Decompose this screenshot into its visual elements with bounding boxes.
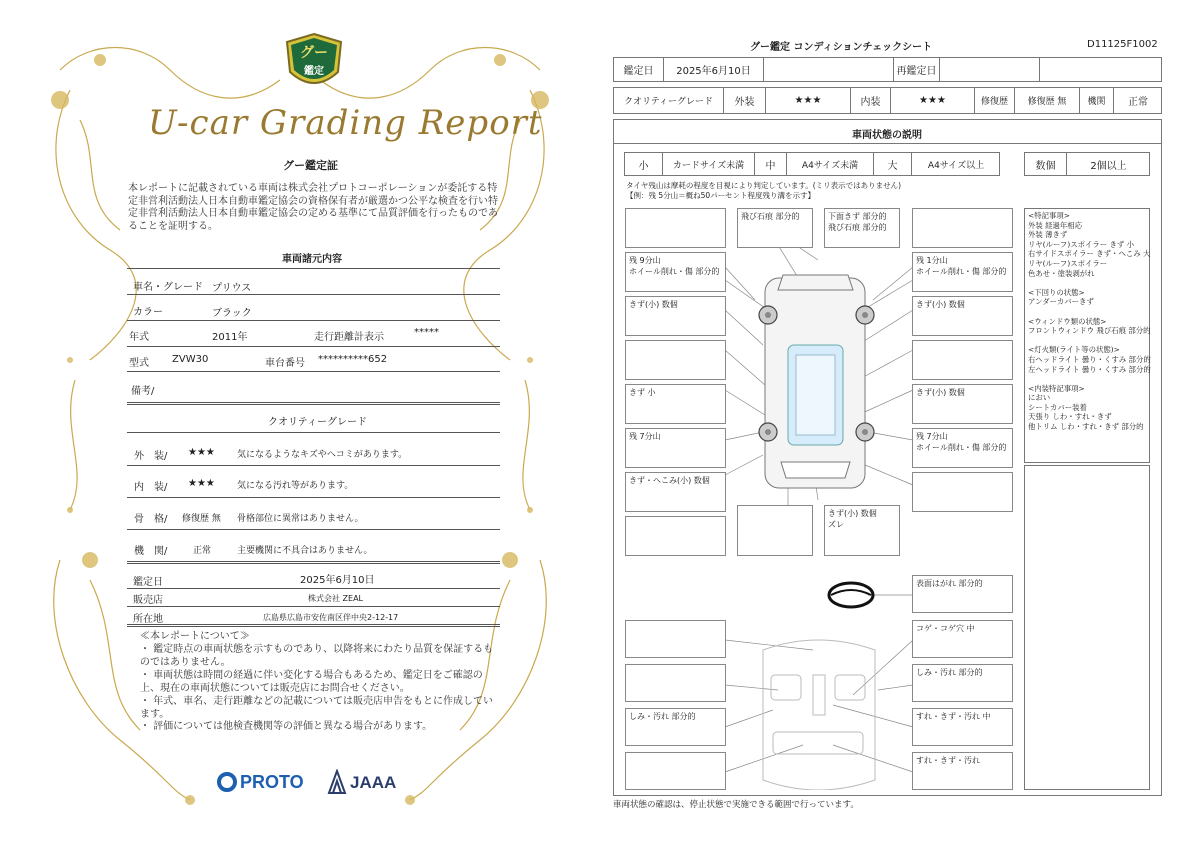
reappraisal-label: 再鑑定日 [894, 58, 940, 81]
chassis-label: 車台番号 [265, 358, 305, 369]
grade-label: 骨 格/ [134, 514, 168, 525]
condition-box-l2: きず(小) 数個 [625, 296, 726, 336]
grade-desc: 骨格部位に異常はありません。 [237, 514, 364, 524]
sheet-title: グー鑑定 コンディションチェックシート [750, 42, 933, 53]
date-label: 鑑定日 [614, 58, 664, 81]
condition-box-l1: 残 9分山 ホイール削れ・傷 部分的 [625, 252, 726, 292]
interior-value: ★★★ [891, 88, 975, 113]
car-name-value: プリウス [212, 283, 252, 294]
dealer-value: 株式会社 ZEAL [308, 594, 364, 603]
badge-bottom-text: 鑑定 [304, 66, 324, 77]
interior-label: 内装 [851, 88, 891, 113]
special-note-line [1028, 278, 1150, 288]
steering-wheel-icon [829, 583, 873, 607]
certificate-title: グー鑑定証 [283, 159, 338, 172]
legend-medium: 中 [755, 153, 787, 175]
divider [127, 606, 500, 607]
condition-box [737, 505, 813, 556]
grade-row [613, 87, 1162, 114]
divider [127, 294, 500, 295]
legend-small-desc: カードサイズ未満 [663, 153, 755, 175]
special-note-line: <内装特記事項> [1028, 383, 1085, 393]
special-note-line: <灯火類(ライト等の状態)> [1028, 345, 1120, 355]
divider [127, 465, 500, 466]
proto-logo-text: PROTO [240, 772, 304, 792]
script-title: U-car Grading Report [148, 103, 543, 143]
count-label: 数個 [1025, 153, 1067, 175]
special-note-line: リヤ(ルーフ)スポイラー [1028, 258, 1108, 268]
date-row [613, 57, 1162, 82]
color-label: カラー [133, 307, 163, 318]
special-note-line: 右サイドスポイラー きず・へこみ 大 [1028, 249, 1151, 259]
model-value: ZVW30 [172, 354, 209, 365]
grade-desc: 気になるようなキズやヘコミがあります。 [237, 450, 408, 460]
special-note-line [1028, 374, 1150, 384]
legend-large-desc: A4サイズ以上 [927, 160, 985, 171]
count-value: 2個以上 [1090, 160, 1127, 172]
condition-box-r2: きず(小) 数個 [912, 296, 1013, 336]
special-note-line: 外装 経過年相応 [1028, 220, 1083, 230]
divider [127, 529, 500, 530]
divider [127, 588, 500, 589]
condition-box [912, 340, 1013, 380]
tire-example: 【例：残 5分山＝概ね50パーセント程度残り溝を示す】 [626, 191, 816, 200]
exterior-label: 外装 [724, 88, 766, 113]
section-title: 車両状態の説明 [852, 130, 922, 141]
divider [127, 432, 500, 433]
tire-note: タイヤ残山は摩耗の程度を目視により判定しています。(ミリ表示ではありません) [626, 181, 902, 190]
jaaa-logo-icon [327, 769, 347, 795]
reappraisal-value [940, 58, 1040, 81]
appraisal-date-label: 鑑定日 [133, 577, 163, 588]
special-note-line: シートカバー装着 [1028, 402, 1087, 412]
legend-medium-desc: A4サイズ未満 [787, 153, 874, 175]
special-note-line: 色あせ・塗装剥がれ [1028, 268, 1095, 278]
condition-box [912, 208, 1013, 248]
grade-stars: ★★★ [188, 478, 215, 489]
date-blank [1040, 58, 1162, 81]
special-note-line: 左ヘッドライト 曇り・くすみ 部分的 [1028, 364, 1151, 374]
certificate-text: 本レポートに記載されている車両は株式会社プロトコーポレーションが委託する特定非営利活動法人日本自動車鑑定協会の資格保有者が厳選かつ公平な検査を行い特定非営利活動法人日本自動車鑑定協会の定める基準にて品質評価を行ったものであることを証明する。 [128, 183, 498, 232]
appraisal-date-value: 2025年6月10日 [300, 575, 375, 586]
color-value: ブラック [212, 308, 252, 319]
year-value: 2011年 [212, 332, 248, 343]
note-item: ・ 評価については他検査機関等の評価と異なる場合があります。 [140, 721, 433, 732]
special-notes-list [1028, 211, 1150, 432]
condition-box-r1: 残 1分山 ホイール削れ・傷 部分的 [912, 252, 1013, 292]
special-note-line: におい [1028, 393, 1051, 403]
specs-title: 車両諸元内容 [282, 254, 342, 265]
condition-box-top1: 飛び石痕 部分的 [737, 208, 813, 248]
footer-note: 車両状態の確認は、停止状態で実施できる範囲で行っています。 [613, 800, 859, 810]
exterior-value: ★★★ [766, 88, 851, 113]
divider [127, 624, 500, 627]
grade-header: クオリティーグレード [614, 88, 724, 113]
special-note-line: アンダーカバーきず [1028, 297, 1094, 307]
divider [127, 402, 500, 405]
grade-label: 内 装/ [134, 482, 168, 493]
dealer-label: 販売店 [133, 595, 163, 606]
grade-desc: 主要機関に不具合はありません。 [237, 546, 373, 556]
condition-box-l6: きず・へこみ(小) 数個 [625, 472, 726, 512]
note-item: ・ 車両状態は時間の経過に伴い変化する場合もあるため、鑑定日をご確認の上、現在の車両状態については販売店にお問合せください。 [140, 670, 483, 694]
jaaa-logo-text: JAAA [350, 773, 397, 792]
interior-box [625, 620, 726, 658]
divider [127, 346, 500, 347]
repair-value: 修復歴 無 [1015, 88, 1080, 113]
interior-box-r1: 表面はがれ 部分的 [912, 575, 1013, 613]
condition-box-l4: きず 小 [625, 384, 726, 424]
condition-box-l5: 残 7分山 [625, 428, 726, 468]
document-id: D11125F1002 [1087, 39, 1158, 50]
grade-stars: 修復歴 無 [182, 514, 221, 524]
condition-box [625, 208, 726, 248]
notes-title: ≪本レポートについて≫ [140, 631, 250, 642]
date-value: 2025年6月10日 [664, 58, 764, 81]
divider [127, 561, 500, 564]
note-item: ・ 年式、車名、走行距離などの記載については販売店申告をもとに作成しています。 [140, 696, 493, 720]
special-note-line: 右ヘッドライト 曇り・くすみ 部分的 [1028, 354, 1151, 364]
mileage-label: 走行距離計表示 [314, 332, 384, 343]
remarks-label: 備考/ [131, 386, 155, 397]
interior-box-l4: しみ・汚れ 部分的 [625, 708, 726, 746]
year-label: 年式 [129, 332, 149, 343]
condition-box [625, 516, 726, 556]
condition-box-b3: きず(小) 数個 ズレ [824, 505, 900, 556]
condition-box-top2: 下面きず 部分的 飛び石痕 部分的 [824, 208, 900, 248]
car-name-label: 車名・グレード [133, 282, 203, 293]
interior-box [625, 664, 726, 702]
grade-label: 外 装/ [134, 451, 168, 462]
divider [127, 371, 500, 372]
proto-logo-icon [217, 772, 237, 792]
engine-label: 機関 [1080, 88, 1114, 113]
special-note-line: リヤ(ルーフ)スポイラー きず 小 [1028, 239, 1135, 249]
interior-box-r2: コゲ・コゲ穴 中 [912, 620, 1013, 658]
goo-kantei-badge [283, 32, 345, 94]
chassis-value: **********652 [318, 354, 388, 365]
interior-box-r5: すれ・きず・汚れ [912, 752, 1013, 790]
notes-blank-box [1024, 465, 1150, 790]
condition-box-r5: 残 7分山 ホイール削れ・傷 部分的 [912, 428, 1013, 468]
grade-label: 機 関/ [134, 546, 168, 557]
engine-value: 正常 [1128, 97, 1148, 108]
special-note-line: <下回りの状態> [1028, 287, 1085, 297]
date-blank [764, 58, 894, 81]
special-note-line [1028, 336, 1150, 346]
interior-box-r4: すれ・きず・汚れ 中 [912, 708, 1013, 746]
divider [127, 268, 500, 269]
legend-large: 大 [874, 153, 912, 175]
condition-box [625, 340, 726, 380]
condition-box-r4: きず(小) 数個 [912, 384, 1013, 424]
special-note-line: 他トリム しわ・すれ・きず 部分的 [1028, 422, 1144, 432]
address-label: 所在地 [133, 614, 163, 625]
note-item: ・ 鑑定時点の車両状態を示すものであり、以降将来にわたり品質を保証するものではありません。 [140, 644, 494, 668]
repair-label: 修復歴 [975, 88, 1015, 113]
special-note-line: フロントウィンドウ 飛び石痕 部分的 [1028, 326, 1151, 336]
special-note-line: <特記事項> [1028, 211, 1070, 220]
quality-grade-title: クオリティーグレード [268, 417, 367, 428]
count-legend [1024, 152, 1150, 176]
model-label: 型式 [129, 358, 149, 369]
divider [127, 320, 500, 321]
special-note-line: 天張り しわ・すれ・きず [1028, 412, 1112, 422]
condition-box [912, 472, 1013, 512]
special-note-line: <ウィンドウ類の状態> [1028, 316, 1107, 326]
interior-box [625, 752, 726, 790]
badge-top-text: グー [300, 45, 328, 61]
special-note-line [1028, 307, 1150, 317]
special-note-line: 外装 薄きず [1028, 230, 1068, 240]
size-legend [624, 152, 1000, 176]
divider [613, 143, 1162, 144]
grade-stars: 正常 [193, 546, 212, 556]
grade-stars: ★★★ [188, 447, 215, 458]
legend-small: 小 [625, 153, 663, 175]
interior-box-r3: しみ・汚れ 部分的 [912, 664, 1013, 702]
divider [127, 497, 500, 498]
mileage-value: ***** [414, 327, 439, 338]
grade-desc: 気になる汚れ等があります。 [237, 481, 354, 491]
address-value: 広島県広島市安佐南区伴中央2-12-17 [263, 613, 399, 622]
